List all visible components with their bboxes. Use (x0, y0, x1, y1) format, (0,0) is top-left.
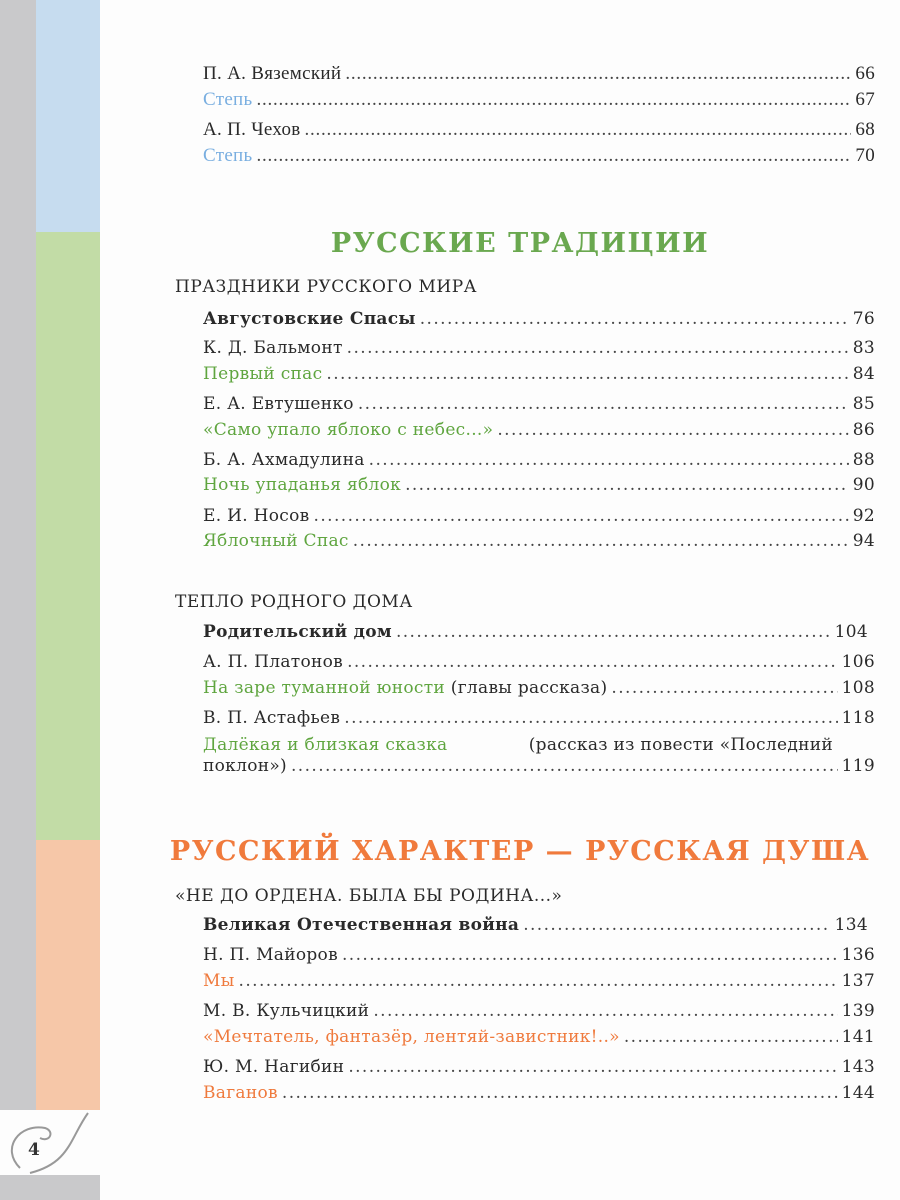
entry-title: П. А. Вяземский (203, 63, 342, 84)
entry-title: Родительский дом (203, 622, 392, 642)
entry-page: 92 (852, 506, 875, 526)
dot-leader (347, 652, 838, 672)
toc-entry[interactable] (203, 1027, 875, 1047)
color-band-peach (36, 840, 100, 1110)
entry-title: Первый спас (203, 364, 323, 384)
entry-page: 106 (841, 652, 875, 672)
entry-page: 144 (841, 1083, 875, 1103)
page-number: 4 (28, 1140, 40, 1160)
dot-leader (405, 475, 849, 495)
toc-entry[interactable] (203, 1057, 875, 1077)
entry-title: А. П. Чехов (203, 119, 301, 140)
toc-entry[interactable] (203, 450, 875, 470)
entry-title: Мы (203, 971, 235, 991)
entry-page: 67 (855, 89, 875, 110)
dot-leader (342, 945, 838, 965)
entry-page: 66 (855, 63, 875, 84)
entry-title: Степь (203, 145, 253, 166)
toc-entry[interactable] (203, 1001, 875, 1021)
toc-entry-line1[interactable] (203, 734, 833, 756)
color-band-green (36, 232, 100, 840)
entry-title: Далёкая и близкая сказка (203, 735, 448, 755)
dot-leader (523, 915, 830, 935)
toc-entry[interactable] (203, 420, 875, 440)
entry-title: Великая Отечественная война (203, 915, 520, 935)
swirl-ornament-icon (0, 1108, 100, 1178)
entry-title: «Мечтатель, фантазёр, лентяй-завистник!..» (203, 1027, 620, 1047)
section-title: ТЕПЛО РОДНОГО ДОМА (175, 592, 413, 612)
entry-page: 94 (852, 531, 875, 551)
dot-leader (239, 971, 838, 991)
dot-leader (353, 531, 849, 551)
part-heading: РУССКИЕ ТРАДИЦИИ (330, 228, 710, 259)
entry-page: 76 (852, 309, 875, 329)
entry-page: 86 (852, 420, 875, 440)
color-band-blue (36, 0, 100, 232)
dot-leader (305, 120, 852, 140)
toc-entry[interactable] (203, 90, 875, 110)
toc-entry[interactable] (203, 338, 875, 358)
entry-page: 108 (841, 678, 875, 698)
toc-entry[interactable] (203, 309, 875, 329)
toc-entry[interactable] (203, 678, 875, 698)
toc-entry[interactable] (203, 120, 875, 140)
entry-page: 84 (852, 364, 875, 384)
dot-leader (314, 506, 849, 526)
dot-leader (282, 1083, 838, 1103)
left-margin-strip (0, 0, 36, 1200)
entry-title: Ю. М. Нагибин (203, 1057, 345, 1077)
entry-title: Степь (203, 89, 253, 110)
dot-leader (373, 1001, 837, 1021)
toc-entry[interactable] (203, 971, 875, 991)
dot-leader (348, 1057, 837, 1077)
toc-entry[interactable] (203, 364, 875, 384)
entry-title: Яблочный Спас (203, 531, 349, 551)
entry-title: Б. А. Ахмадулина (203, 450, 365, 470)
part-heading: РУССКИЙ ХАРАКТЕР — РУССКАЯ ДУША (169, 836, 871, 867)
toc-entry[interactable] (203, 708, 875, 728)
bottom-strip (0, 1175, 100, 1200)
entry-title: На заре туманной юности (203, 678, 446, 698)
entry-note: (рассказ из повести «Последний (528, 735, 833, 755)
entry-title: Н. П. Майоров (203, 945, 338, 965)
entry-note: (главы рассказа) (450, 678, 608, 698)
entry-note: поклон») (203, 756, 287, 776)
entry-page: 139 (841, 1001, 875, 1021)
dot-leader (358, 394, 849, 414)
entry-page: 88 (852, 450, 875, 470)
entry-title: А. П. Платонов (203, 652, 344, 672)
entry-page: 137 (841, 971, 875, 991)
entry-title: Ночь упаданья яблок (203, 475, 402, 495)
entry-page: 104 (834, 622, 868, 642)
toc-entry[interactable] (203, 945, 875, 965)
toc-entry[interactable] (203, 475, 875, 495)
dot-leader (344, 708, 837, 728)
toc-entry[interactable] (203, 394, 875, 414)
dot-leader (345, 64, 851, 84)
entry-title: Е. И. Носов (203, 506, 310, 526)
entry-page: 118 (841, 708, 875, 728)
entry-page: 70 (855, 145, 875, 166)
entry-page: 119 (841, 756, 875, 776)
toc-entry[interactable] (203, 622, 868, 642)
dot-leader (347, 338, 849, 358)
dot-leader (369, 450, 849, 470)
dot-leader (396, 622, 831, 642)
toc-entry[interactable] (203, 146, 875, 166)
entry-page: 136 (841, 945, 875, 965)
entry-page: 143 (841, 1057, 875, 1077)
section-title: «НЕ ДО ОРДЕНА. БЫЛА БЫ РОДИНА...» (175, 886, 563, 906)
toc-entry[interactable] (203, 915, 868, 935)
entry-title: Е. А. Евтушенко (203, 394, 354, 414)
toc-entry[interactable] (203, 652, 875, 672)
entry-page: 141 (841, 1027, 875, 1047)
toc-entry[interactable] (203, 506, 875, 526)
dot-leader (611, 678, 837, 698)
section-title: ПРАЗДНИКИ РУССКОГО МИРА (175, 277, 478, 297)
entry-title: М. В. Кульчицкий (203, 1001, 370, 1021)
toc-entry[interactable] (203, 64, 875, 84)
toc-entry-line2[interactable] (203, 756, 875, 776)
entry-title: Ваганов (203, 1083, 278, 1103)
dot-leader (326, 364, 848, 384)
dot-leader (497, 420, 848, 440)
entry-title: К. Д. Бальмонт (203, 338, 343, 358)
toc-entry[interactable] (203, 1083, 875, 1103)
entry-page: 68 (855, 119, 875, 140)
toc-entry[interactable] (203, 531, 875, 551)
entry-page: 134 (834, 915, 868, 935)
dot-leader (257, 146, 852, 166)
dot-leader (257, 90, 852, 110)
entry-title: В. П. Астафьев (203, 708, 341, 728)
dot-leader (291, 756, 838, 776)
entry-title: Августовские Спасы (203, 309, 416, 329)
entry-page: 90 (852, 475, 875, 495)
dot-leader (420, 309, 849, 329)
entry-page: 85 (852, 394, 875, 414)
dot-leader (624, 1027, 838, 1047)
entry-page: 83 (852, 338, 875, 358)
entry-title: «Само упало яблоко с небес...» (203, 420, 494, 440)
